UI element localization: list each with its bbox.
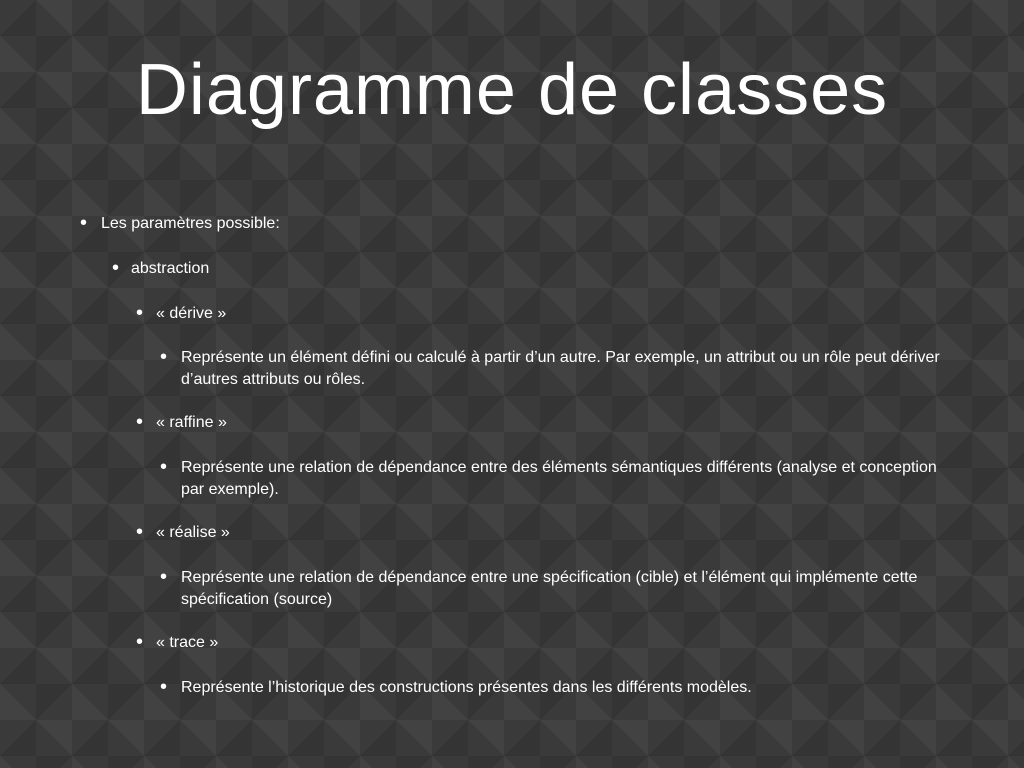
- bullet-text: « raffine »: [156, 414, 227, 431]
- bullet-icon: •: [136, 521, 144, 543]
- bullet-raffine-desc: [160, 457, 940, 501]
- bullet-intro: [80, 213, 980, 235]
- bullet-derive-desc: [160, 347, 940, 391]
- bullet-trace: [136, 632, 976, 654]
- bullet-text: « trace »: [156, 634, 219, 651]
- bullet-text: « dérive »: [156, 305, 227, 322]
- bullet-icon: •: [136, 631, 144, 653]
- bullet-icon: •: [160, 676, 168, 698]
- bullet-icon: •: [136, 302, 144, 324]
- bullet-text: Représente une relation de dépendance entre une spécification (cible) et l’élément qui implémente cette spécification (source): [181, 569, 918, 608]
- slide-title: Diagramme de classes: [135, 50, 889, 130]
- bullet-text: Les paramètres possible:: [101, 215, 280, 232]
- bullet-realise: [136, 522, 976, 544]
- bullet-trace-desc: [160, 677, 940, 699]
- bullet-abstraction: [112, 258, 972, 280]
- bullet-text: Représente un élément défini ou calculé à partir d’un autre. Par exemple, un attribut ou un rôle peut dériver d’autres attributs ou rôles.: [181, 349, 940, 388]
- bullet-text: « réalise »: [156, 524, 230, 541]
- bullet-icon: •: [160, 456, 168, 478]
- bullet-derive: [136, 303, 976, 325]
- bullet-icon: •: [160, 566, 168, 588]
- bullet-text: Représente une relation de dépendance entre des éléments sémantiques différents (analyse et conception par exemple).: [181, 459, 937, 498]
- bullet-text: Représente l’historique des constructions présentes dans les différents modèles.: [181, 679, 752, 696]
- bullet-icon: •: [136, 411, 144, 433]
- bullet-icon: •: [80, 212, 88, 234]
- bullet-icon: •: [160, 346, 168, 368]
- bullet-realise-desc: [160, 567, 940, 611]
- bullet-raffine: [136, 412, 976, 434]
- bullet-text: abstraction: [131, 260, 210, 277]
- bullet-icon: •: [112, 257, 120, 279]
